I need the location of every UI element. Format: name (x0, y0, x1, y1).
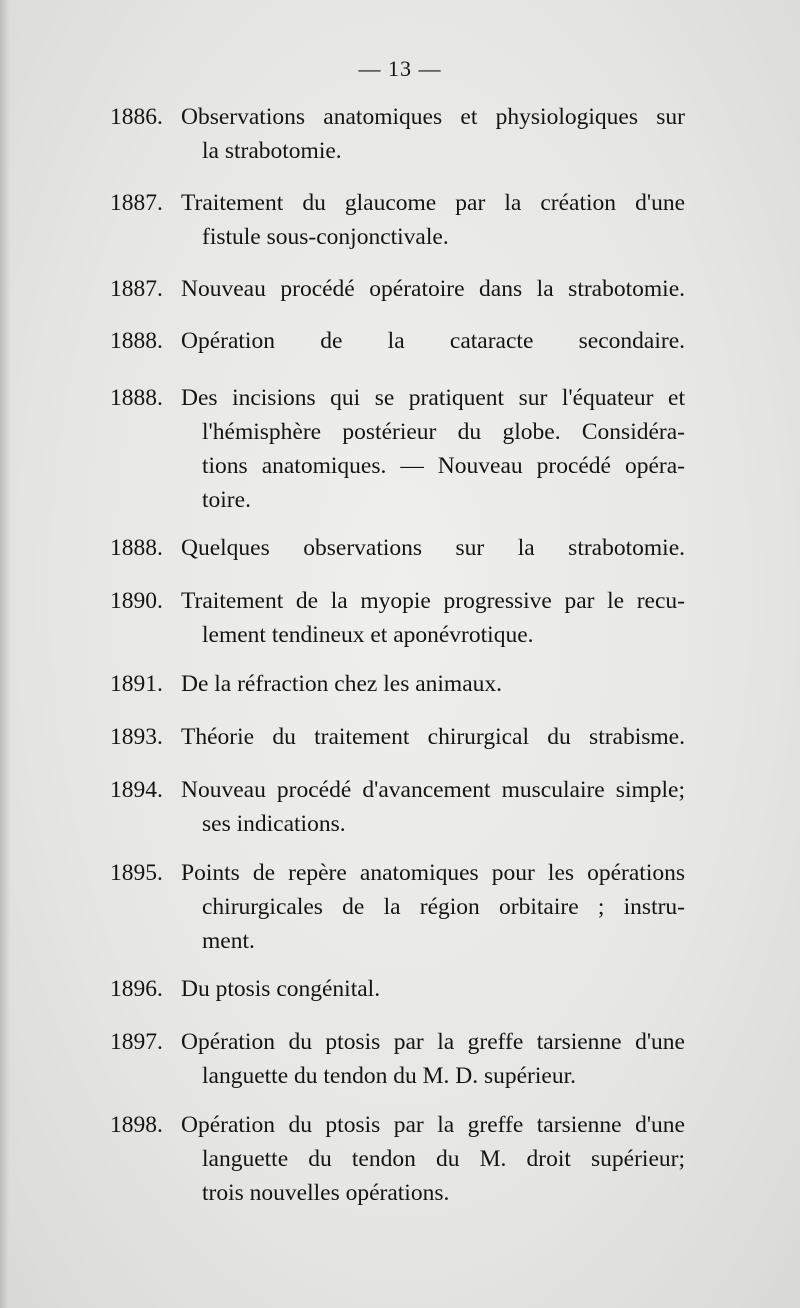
list-item (0, 720, 800, 754)
list-item (0, 100, 800, 168)
entry-year: 1897. (110, 1029, 163, 1055)
entry-text-line: Du ptosis congénital. (181, 976, 381, 1002)
entry-text-line: Traitement du glaucome par la création d'une (181, 190, 685, 216)
entry-text-line: l'hémisphère postérieur du globe. Considéra- (202, 419, 685, 445)
list-item (0, 972, 800, 1006)
entry-year: 1894. (110, 777, 163, 803)
entry-text-line: la strabotomie. (202, 138, 342, 164)
list-item (0, 324, 800, 358)
list-item (0, 531, 800, 565)
entry-text-line: Théorie du traitement chirurgical du strabisme. (181, 724, 685, 750)
entry-year: 1887. (110, 276, 163, 302)
entry-text-line: chirurgicales de la région orbitaire ; instru- (202, 894, 685, 920)
entry-year: 1891. (110, 671, 163, 697)
entry-year: 1886. (110, 104, 163, 130)
entry-year: 1896. (110, 976, 163, 1002)
entry-text-line: Nouveau procédé opératoire dans la strabotomie. (181, 276, 685, 302)
entry-text-line: Opération du ptosis par la greffe tarsienne d'une (181, 1029, 685, 1055)
entry-text-line: Opération du ptosis par la greffe tarsienne d'une (181, 1112, 685, 1138)
entry-year: 1887. (110, 190, 163, 216)
entry-year: 1895. (110, 860, 163, 886)
entry-year: 1888. (110, 535, 163, 561)
entry-text-line: lement tendineux et aponévrotique. (202, 622, 534, 648)
page-number: — 13 — (358, 56, 442, 81)
list-item (0, 667, 800, 701)
entry-text-line: Observations anatomiques et physiologiques sur (181, 104, 685, 130)
list-item (0, 773, 800, 841)
entry-text-line: fistule sous-conjonctivale. (202, 224, 449, 250)
entry-year: 1888. (110, 385, 163, 411)
entry-text-line: tions anatomiques. — Nouveau procédé opéra- (202, 453, 685, 479)
list-item (0, 584, 800, 652)
entry-text-line: ment. (202, 928, 255, 954)
entry-text-line: Opération de la cataracte secondaire. (181, 328, 685, 354)
entry-text-line: Quelques observations sur la strabotomie. (181, 535, 685, 561)
entry-text-line: Des incisions qui se pratiquent sur l'équateur et (181, 385, 685, 411)
list-item (0, 856, 800, 958)
list-item (0, 381, 800, 517)
entry-text-line: Traitement de la myopie progressive par le recu- (181, 588, 685, 614)
entry-year: 1890. (110, 588, 163, 614)
entry-text-line: Nouveau procédé d'avancement musculaire simple; (181, 777, 685, 803)
list-item (0, 1108, 800, 1210)
entry-year: 1898. (110, 1112, 163, 1138)
entry-year: 1888. (110, 328, 163, 354)
entry-text-line: toire. (202, 487, 251, 513)
entry-text-line: languette du tendon du M. droit supérieur; (202, 1146, 685, 1172)
entry-year: 1893. (110, 724, 163, 750)
entry-text-line: trois nouvelles opérations. (202, 1180, 450, 1206)
list-item (0, 186, 800, 254)
entry-text-line: languette du tendon du M. D. supérieur. (202, 1063, 576, 1089)
list-item (0, 1025, 800, 1093)
entry-text-line: Points de repère anatomiques pour les opérations (181, 860, 685, 886)
entry-text-line: ses indications. (202, 811, 346, 837)
list-item (0, 272, 800, 306)
entry-text-line: De la réfraction chez les animaux. (181, 671, 503, 697)
